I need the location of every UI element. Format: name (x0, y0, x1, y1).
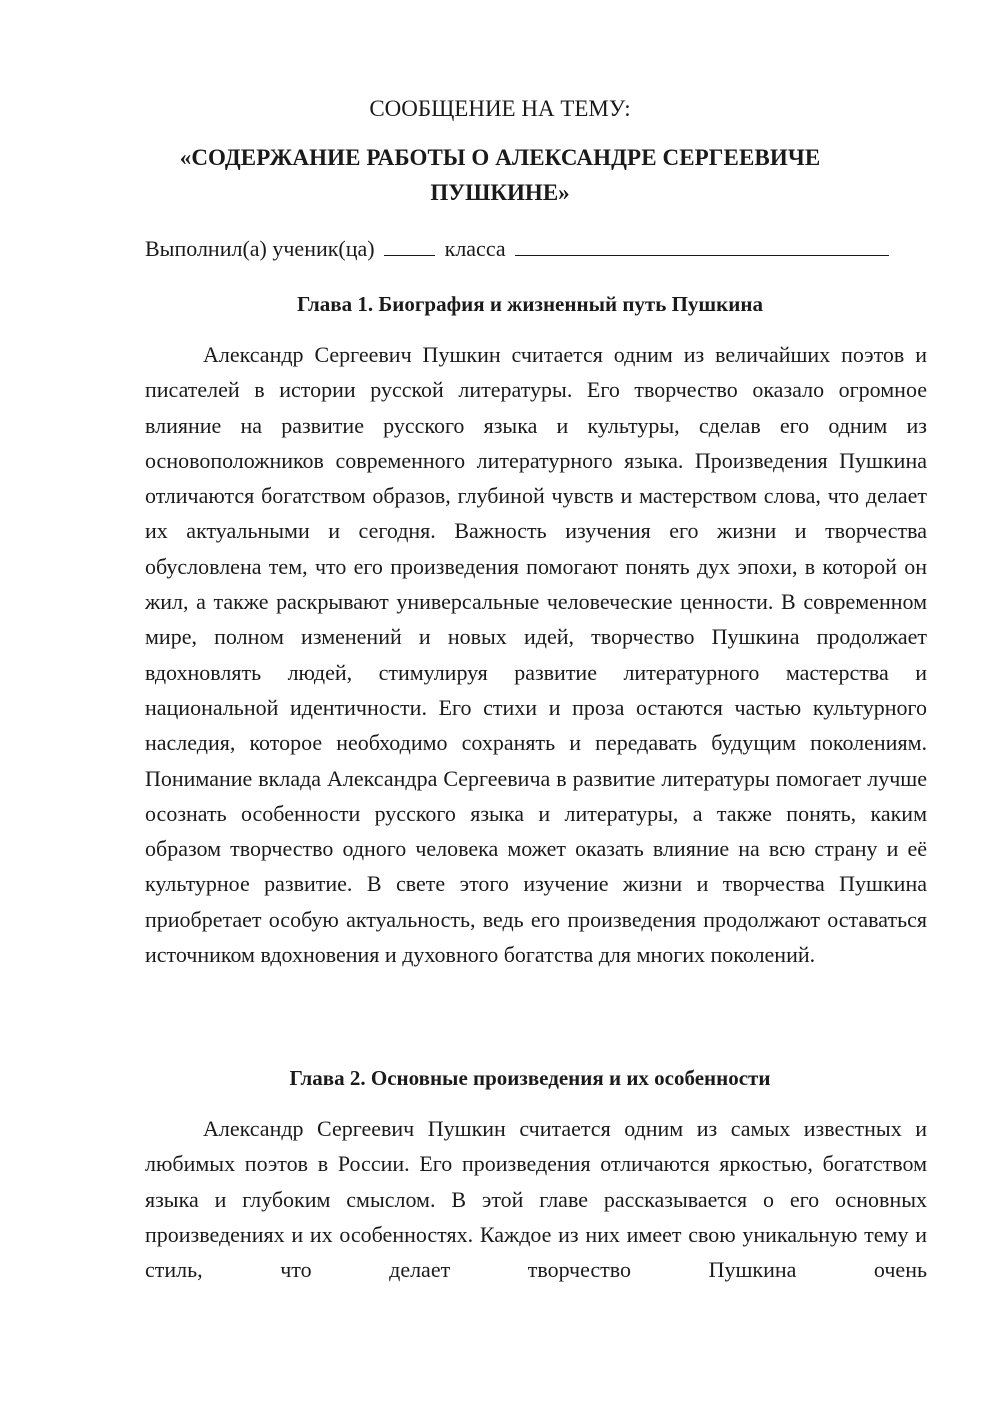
author-line (145, 235, 925, 262)
chapter-1-heading: Глава 1. Биография и жизненный путь Пушкина (297, 292, 763, 316)
class-label: класса (444, 236, 506, 261)
chapter-2-paragraph: Александр Сергеевич Пушкин считается одним из самых известных и любимых поэтов в России. Его произведения отличаются яркостью, богатством языка и глубоким смыслом. В этой главе рассказывается о его основных произведениях и их особенностях. Каждое из них имеет свою уникальную тему и стиль, что делает творчество Пушкина очень (145, 1116, 927, 1283)
title-line-1: СООБЩЕНИЕ НА ТЕМУ: (369, 96, 631, 121)
chapter-1-paragraph: Александр Сергеевич Пушкин считается одним из величайших поэтов и писателей в истории русской литературы. Его творчество оказало огромное влияние на развитие русского языка и культуры, сделав его одним из основоположников современного литературного языка. Произведения Пушкина отличаются богатством образов, глубиной чувств и мастерством слова, что делает их актуальными и сегодня. Важность изучения его жизни и творчества обусловлена тем, что его произведения помогают понять дух эпохи, в которой он жил, а также раскрывают универсальные человеческие ценности. В современном мире, полном изменений и новых идей, творчество Пушкина продолжает вдохновлять людей, стимулируя развитие литературного мастерства и национальной идентичности. Его стихи и проза остаются частью культурного наследия, которое необходимо сохранять и передавать будущим поколениям. Понимание вклада Александра Сергеевича в развитие литературы помогает лучше осознать особенности русского языка и литературы, а также понять, каким образом творчество одного человека может оказать влияние на всю страну и её культурное развитие. В свете этого изучение жизни и творчества Пушкина приобретает особую актуальность, ведь его произведения продолжают оставаться источником вдохновения и духовного богатства для многих поколений. (145, 342, 927, 968)
grade-blank (384, 235, 435, 256)
author-prefix: Выполнил(а) ученик(ца) (145, 236, 375, 261)
title-line-3: ПУШКИНЕ» (430, 180, 570, 205)
name-blank (515, 235, 889, 256)
chapter-2-heading: Глава 2. Основные произведения и их особенности (289, 1066, 771, 1090)
title-line-2: «СОДЕРЖАНИЕ РАБОТЫ О АЛЕКСАНДРЕ СЕРГЕЕВИЧЕ (179, 145, 821, 170)
